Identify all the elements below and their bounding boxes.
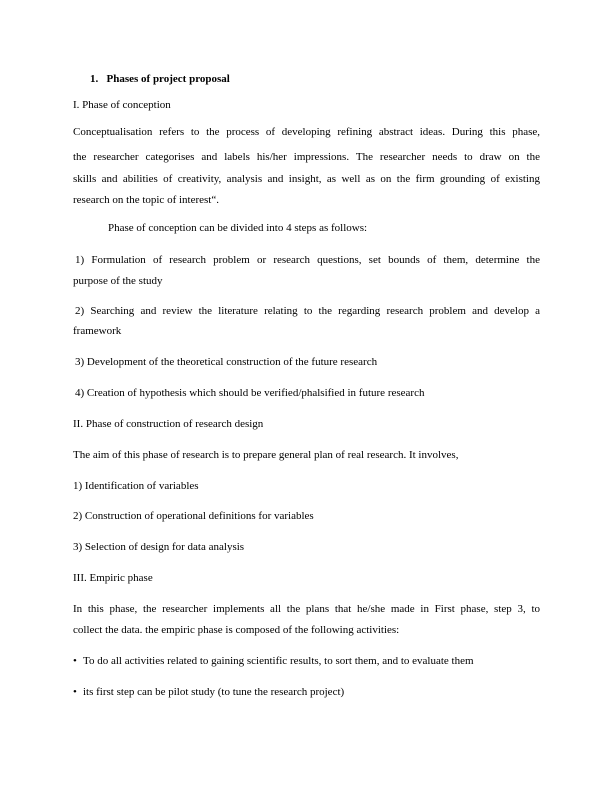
step-line: 1) Formulation of research problem or research questions, set bounds of them, determine the [75, 254, 540, 266]
phase-1-para-line: research on the topic of interest“. [73, 194, 219, 206]
step-line: 3) Development of the theoretical construction of the future research [75, 356, 378, 368]
phase-2-item: 2) Construction of operational definitions for variables [73, 510, 314, 522]
bullet-icon: • [73, 655, 77, 667]
phase-2-para: The aim of this phase of research is to prepare general plan of real research. It involves, [73, 449, 459, 461]
step-line: framework [73, 325, 122, 337]
bullet-text: its first step can be pilot study (to tune the research project) [83, 686, 345, 698]
phase-2-item: 1) Identification of variables [73, 480, 199, 492]
phase-1-intro: Phase of conception can be divided into 4 steps as follows: [108, 222, 368, 234]
phase-3-para-line: collect the data. the empiric phase is composed of the following activities: [73, 624, 400, 636]
step-line: 4) Creation of hypothesis which should be verified/phalsified in future research [75, 387, 425, 399]
phase-3-title: III. Empiric phase [73, 572, 153, 584]
step-line: 2) Searching and review the literature relating to the regarding research problem and develop a [75, 305, 540, 317]
phase-3-para-line: In this phase, the researcher implements all the plans that he/she made in First phase, step 3, to [73, 603, 540, 615]
phase-2-title: II. Phase of construction of research design [73, 418, 264, 430]
heading-number: 1. [90, 73, 99, 85]
phase-2-item: 3) Selection of design for data analysis [73, 541, 245, 553]
bullet-item [73, 686, 540, 699]
phase-1-para-line: the researcher categorises and labels his/her impressions. The researcher needs to draw on the [73, 151, 540, 163]
step-line: purpose of the study [73, 275, 163, 287]
heading-title: Phases of project proposal [106, 73, 230, 85]
phase-1-para-line: Conceptualisation refers to the process of developing refining abstract ideas. During this phase, [73, 126, 540, 138]
section-heading [90, 73, 557, 86]
bullet-item [73, 655, 540, 668]
phase-1-title: I. Phase of conception [73, 99, 171, 111]
bullet-icon: • [73, 686, 77, 698]
bullet-text: To do all activities related to gaining scientific results, to sort them, and to evaluate them [83, 655, 474, 667]
phase-1-para-line: skills and abilities of creativity, analysis and insight, as well as on the firm grounding of existing [73, 173, 540, 185]
